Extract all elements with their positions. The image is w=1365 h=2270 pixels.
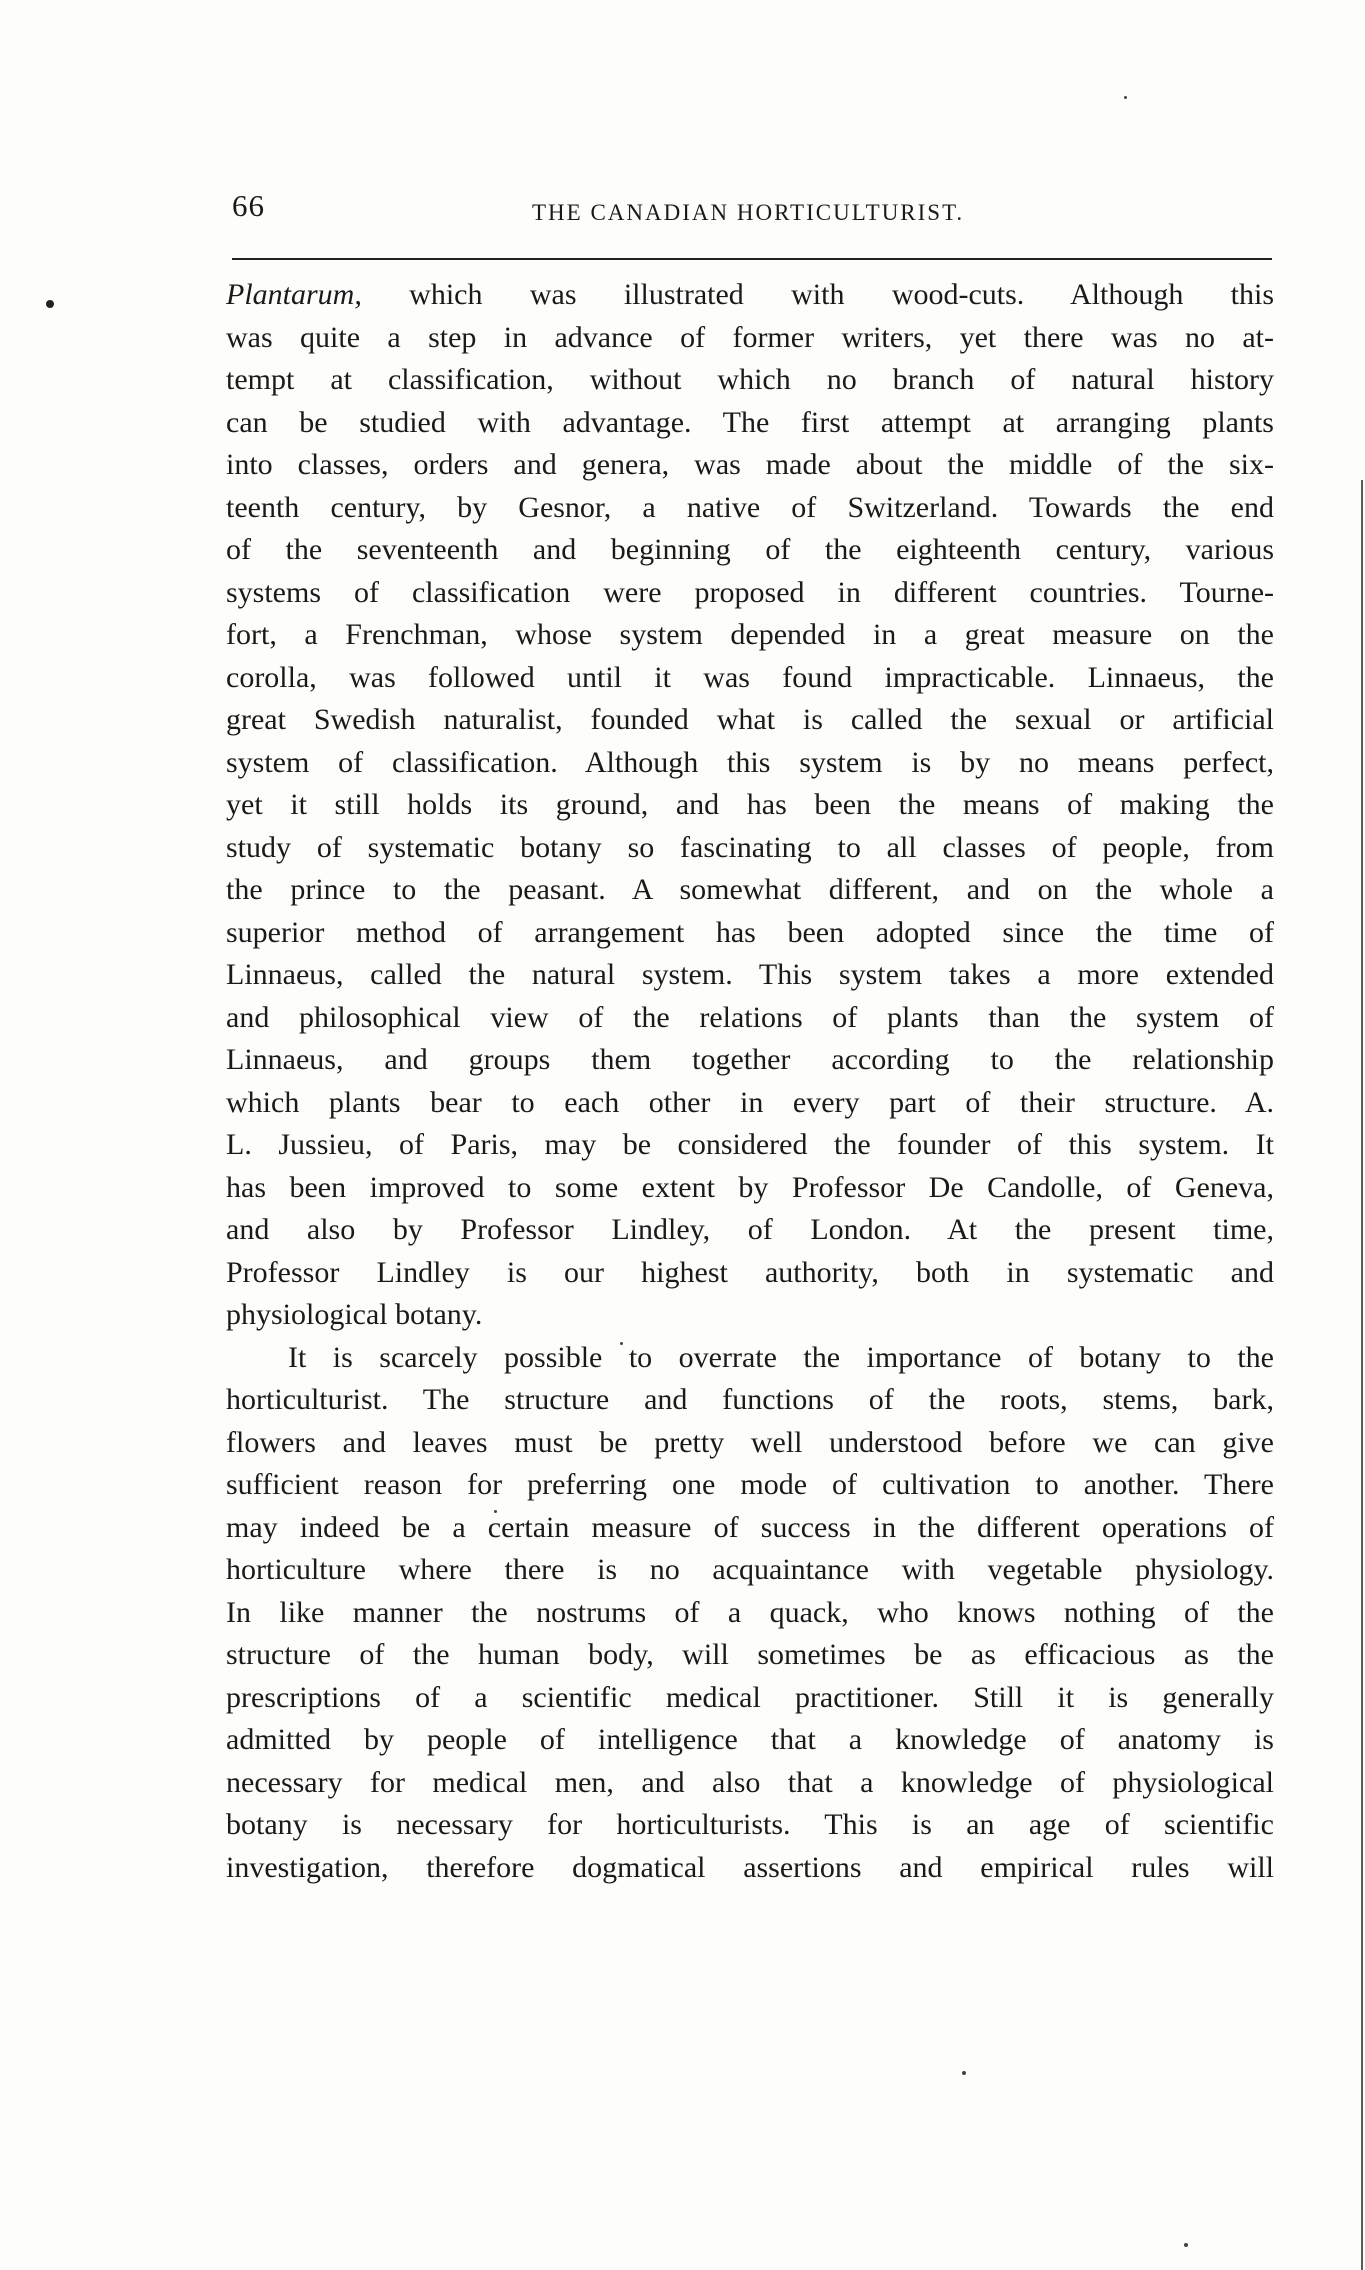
text-line: of the seventeenth and beginning of the eighteenth century, various — [226, 533, 1274, 566]
text-line: superior method of arrangement has been adopted since the time of — [226, 915, 1274, 949]
text-line: horticulture where there is no acquaintance with vegetable physiology. — [226, 1553, 1274, 1586]
text-line: horticulturist. The structure and functions of the roots, stems, bark, — [226, 1383, 1274, 1416]
page-speck — [962, 2071, 966, 2075]
page-speck — [1124, 96, 1127, 99]
margin-dot-mark — [46, 300, 54, 308]
text-line: teenth century, by Gesnor, a native of Switzerland. Towards the end — [226, 490, 1274, 524]
text-line: system of classification. Although this system is by no means perfect, — [226, 745, 1274, 779]
running-head — [232, 188, 1272, 232]
text-line: sufficient reason for preferring one mode of cultivation to another. There — [226, 1468, 1274, 1501]
text-line: and also by Professor Lindley, of London. At the present time, — [226, 1213, 1274, 1246]
text-line: L. Jussieu, of Paris, may be considered the founder of this system. It — [226, 1128, 1274, 1161]
text-line — [226, 274, 1274, 317]
text-line: systems of classification were proposed in different countries. Tourne- — [226, 575, 1274, 609]
text-line: structure of the human body, will sometimes be as efficacious as the — [226, 1638, 1274, 1671]
text-line: admitted by people of intelligence that a knowledge of anatomy is — [226, 1723, 1274, 1756]
paragraph — [226, 274, 1274, 1337]
text-line: can be studied with advantage. The first attempt at arranging plants — [226, 405, 1274, 439]
text-line: necessary for medical men, and also that a knowledge of physiological — [226, 1765, 1274, 1799]
text-line: In like manner the nostrums of a quack, who knows nothing of the — [226, 1595, 1274, 1629]
text-line: physiological botany. — [226, 1298, 483, 1331]
text-line: into classes, orders and genera, was made about the middle of the six- — [226, 448, 1274, 481]
text-line: It is scarcely possible to overrate the importance of botany to the — [288, 1340, 1274, 1374]
article-body — [226, 274, 1274, 1889]
text-line: was quite a step in advance of former writers, yet there was no at- — [226, 320, 1274, 354]
text-line: the prince to the peasant. A somewhat different, and on the whole a — [226, 873, 1274, 906]
text-line: has been improved to some extent by Professor De Candolle, of Geneva, — [226, 1170, 1274, 1204]
page-speck — [1184, 2243, 1188, 2247]
text-line: Linnaeus, called the natural system. This system takes a more extended — [226, 958, 1274, 991]
text-line: Professor Lindley is our highest authority, both in systematic and — [226, 1255, 1274, 1289]
text-line: Linnaeus, and groups them together according to the relationship — [226, 1043, 1274, 1076]
text-span: which was illustrated with wood-cuts. Although this — [361, 278, 1274, 311]
paragraph — [226, 1337, 1274, 1890]
text-line: corolla, was followed until it was found impracticable. Linnaeus, the — [226, 660, 1274, 694]
header-rule — [232, 258, 1272, 260]
text-line: flowers and leaves must be pretty well understood before we can give — [226, 1425, 1274, 1459]
journal-title: THE CANADIAN HORTICULTURIST. — [532, 200, 965, 225]
text-line: and philosophical view of the relations of plants than the system of — [226, 1000, 1274, 1034]
text-line: tempt at classification, without which no branch of natural history — [226, 363, 1274, 396]
page-number: 66 — [232, 188, 265, 223]
italic-word: Plantarum, — [226, 278, 362, 311]
text-line: great Swedish naturalist, founded what is called the sexual or artificial — [226, 703, 1274, 736]
text-line: study of systematic botany so fascinating to all classes of people, from — [226, 830, 1274, 864]
text-line: botany is necessary for horticulturists. This is an age of scientific — [226, 1808, 1274, 1841]
text-line: prescriptions of a scientific medical practitioner. Still it is generally — [226, 1680, 1274, 1714]
text-line: which plants bear to each other in every part of their structure. A. — [226, 1085, 1274, 1119]
text-line: investigation, therefore dogmatical assertions and empirical rules will — [226, 1850, 1274, 1884]
text-line: may indeed be a certain measure of success in the different operations of — [226, 1510, 1274, 1544]
text-line: fort, a Frenchman, whose system depended in a great measure on the — [226, 618, 1274, 651]
binding-edge-line — [1361, 480, 1363, 2270]
text-line: yet it still holds its ground, and has been the means of making the — [226, 788, 1274, 821]
